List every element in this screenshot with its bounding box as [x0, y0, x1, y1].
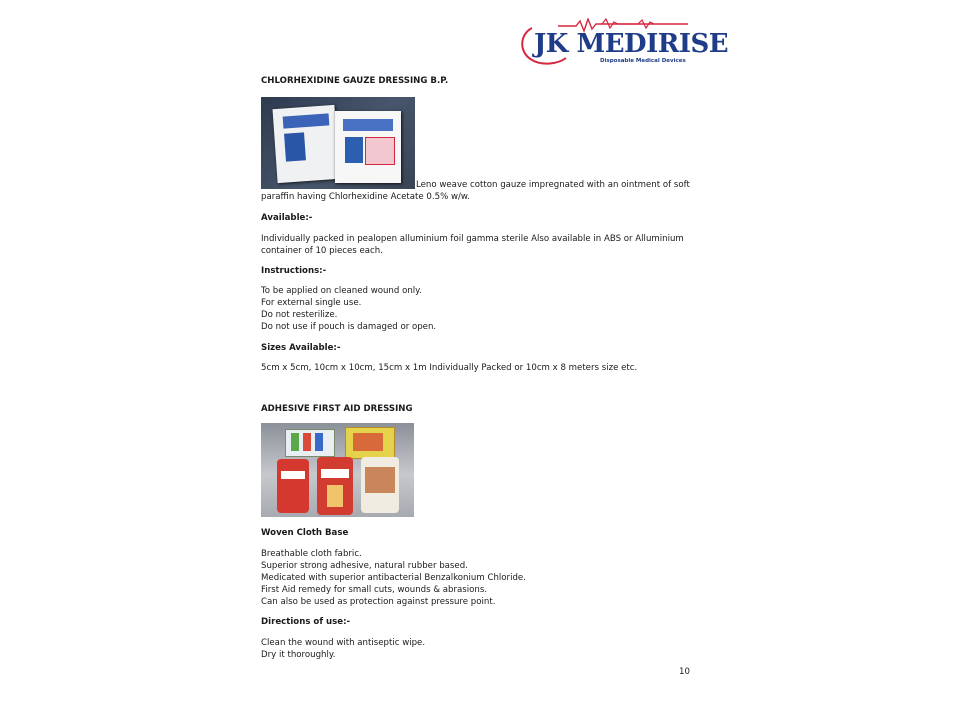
instruction-line: Do not use if pouch is damaged or open. — [261, 322, 437, 332]
sizes-heading: Sizes Available:- — [261, 343, 341, 353]
instruction-line: For external single use. — [261, 298, 362, 308]
section2-title: ADHESIVE FIRST AID DRESSING — [261, 404, 413, 414]
gauze-dressing-product-image — [261, 97, 415, 189]
directions-heading: Directions of use:- — [261, 617, 351, 627]
available-heading: Available:- — [261, 213, 313, 223]
feature-line: First Aid remedy for small cuts, wounds & abrasions. — [261, 585, 488, 595]
section1-description-line2: paraffin having Chlorhexidine Acetate 0.5% w/w. — [261, 192, 470, 202]
page-number: 10 — [679, 667, 690, 677]
sizes-text: 5cm x 5cm, 10cm x 10cm, 15cm x 1m Individually Packed or 10cm x 8 meters size etc. — [261, 363, 638, 373]
instruction-line: To be applied on cleaned wound only. — [261, 286, 422, 296]
first-aid-dressing-product-image — [261, 423, 414, 517]
section1-title: CHLORHEXIDINE GAUZE DRESSING B.P. — [261, 76, 449, 86]
section1-description-line1: Leno weave cotton gauze impregnated with an ointment of soft — [416, 180, 690, 190]
instruction-line: Do not resterilize. — [261, 310, 338, 320]
direction-line: Dry it thoroughly. — [261, 650, 336, 660]
feature-line: Can also be used as protection against pressure point. — [261, 597, 496, 607]
instructions-heading: Instructions:- — [261, 266, 327, 276]
logo-tagline: Disposable Medical Devices — [600, 58, 686, 64]
feature-line: Breathable cloth fabric. — [261, 549, 362, 559]
feature-line: Superior strong adhesive, natural rubber based. — [261, 561, 468, 571]
logo-wordmark: JK MEDIRISE — [534, 29, 729, 59]
company-logo — [518, 18, 729, 68]
available-text-line2: container of 10 pieces each. — [261, 246, 383, 256]
direction-line: Clean the wound with antiseptic wipe. — [261, 638, 426, 648]
available-text-line1: Individually packed in pealopen alluminium foil gamma sterile Also available in ABS or Alluminium — [261, 234, 684, 244]
feature-line: Medicated with superior antibacterial Benzalkonium Chloride. — [261, 573, 526, 583]
woven-cloth-base-heading: Woven Cloth Base — [261, 528, 349, 538]
